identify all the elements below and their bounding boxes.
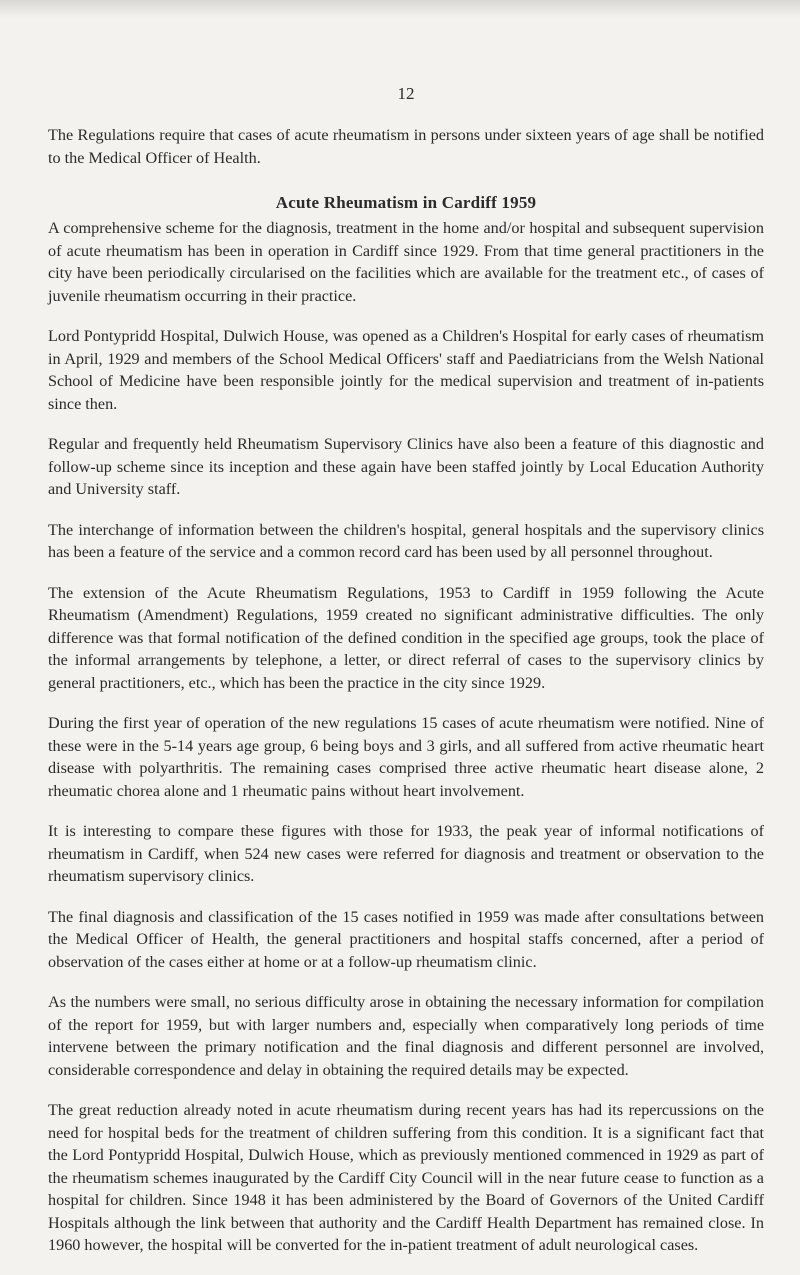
paragraph-scheme: A comprehensive scheme for the diagnosis, treatment in the home and/or hospital and subsequent supervision of acute rheumatism has been in operation in Cardiff since 1929. From that time general practitioners in the city have been periodically circularised on the facilities which are available for the treatment etc., of cases of juvenile rheumatism occurring in their practice. bbox=[48, 219, 764, 305]
document-page bbox=[48, 84, 764, 1275]
intro-paragraph: The Regulations require that cases of acute rheumatism in persons under sixteen years of age shall be notified to the Medical Officer of Health. bbox=[48, 126, 764, 167]
paragraph-comparison: It is interesting to compare these figures with those for 1933, the peak year of informal notifications of rheumatism in Cardiff, when 524 new cases were referred for diagnosis and treatment or observation to the rheumatism supervisory clinics. bbox=[48, 822, 764, 885]
paragraph-extension: The extension of the Acute Rheumatism Regulations, 1953 to Cardiff in 1959 following the Acute Rheumatism (Amendment) Regulations, 1959 created no significant administrative difficulties. The only difference was that formal notification of the defined condition in the specified age groups, took the place of the informal arrangements by telephone, a letter, or direct referral of cases to the supervisory clinics by general practitioners, etc., which has been the practice in the city since 1929. bbox=[48, 583, 764, 692]
paragraph-clinics: Regular and frequently held Rheumatism Supervisory Clinics have also been a feature of this diagnostic and follow-up scheme since its inception and these again have been staffed jointly by Local Education Authority and University staff. bbox=[48, 435, 764, 498]
paragraph-reduction: The great reduction already noted in acute rheumatism during recent years has had its repercussions on the need for hospital beds for the treatment of children suffering from this condition. It is a significant fact that the Lord Pontypridd Hospital, Dulwich House, which as previously mentioned commenced in 1929 as part of the rheumatism schemes inaugurated by the Cardiff City Council will in the near future cease to function as a hospital for children. Since 1948 it has been administered by the Board of Governors of the United Cardiff Hospitals although the link between that authority and the Cardiff Health Department has remained close. In 1960 however, the hospital will be converted for the in-patient treatment of adult neurological cases. bbox=[48, 1101, 764, 1254]
paragraph-first-year: During the first year of operation of the new regulations 15 cases of acute rheumatism were notified. Nine of these were in the 5-14 years age group, 6 being boys and 3 girls, and all suffered from active rheumatic heart disease with polyarthritis. The remaining cases comprised three active rheumatic heart disease alone, 2 rheumatic chorea alone and 1 rheumatic pains without heart involvement. bbox=[48, 714, 764, 800]
scan-edge bbox=[0, 0, 800, 18]
page-number: 12 bbox=[397, 84, 415, 103]
section-heading: Acute Rheumatism in Cardiff 1959 bbox=[275, 193, 537, 212]
paragraph-hospital: Lord Pontypridd Hospital, Dulwich House, was opened as a Children's Hospital for early cases of rheumatism in April, 1929 and members of the School Medical Officers' staff and Paediatricians from the Welsh National School of Medicine have been responsible jointly for the medical supervision and treatment of in-patients since then. bbox=[48, 327, 764, 413]
paragraph-numbers: As the numbers were small, no serious difficulty arose in obtaining the necessary information for compilation of the report for 1959, but with larger numbers and, especially when comparatively long periods of time intervene between the primary notification and the final diagnosis and different personnel are involved, considerable correspondence and delay in obtaining the required details may be expected. bbox=[48, 993, 764, 1079]
paragraph-diagnosis: The final diagnosis and classification of the 15 cases notified in 1959 was made after consultations between the Medical Officer of Health, the general practitioners and hospital staffs concerned, after a period of observation of the cases either at home or at a follow-up rheumatism clinic. bbox=[48, 907, 764, 971]
paragraph-interchange: The interchange of information between the children's hospital, general hospitals and the supervisory clinics has been a feature of the service and a common record card has been used by all personnel throughout. bbox=[48, 520, 764, 561]
